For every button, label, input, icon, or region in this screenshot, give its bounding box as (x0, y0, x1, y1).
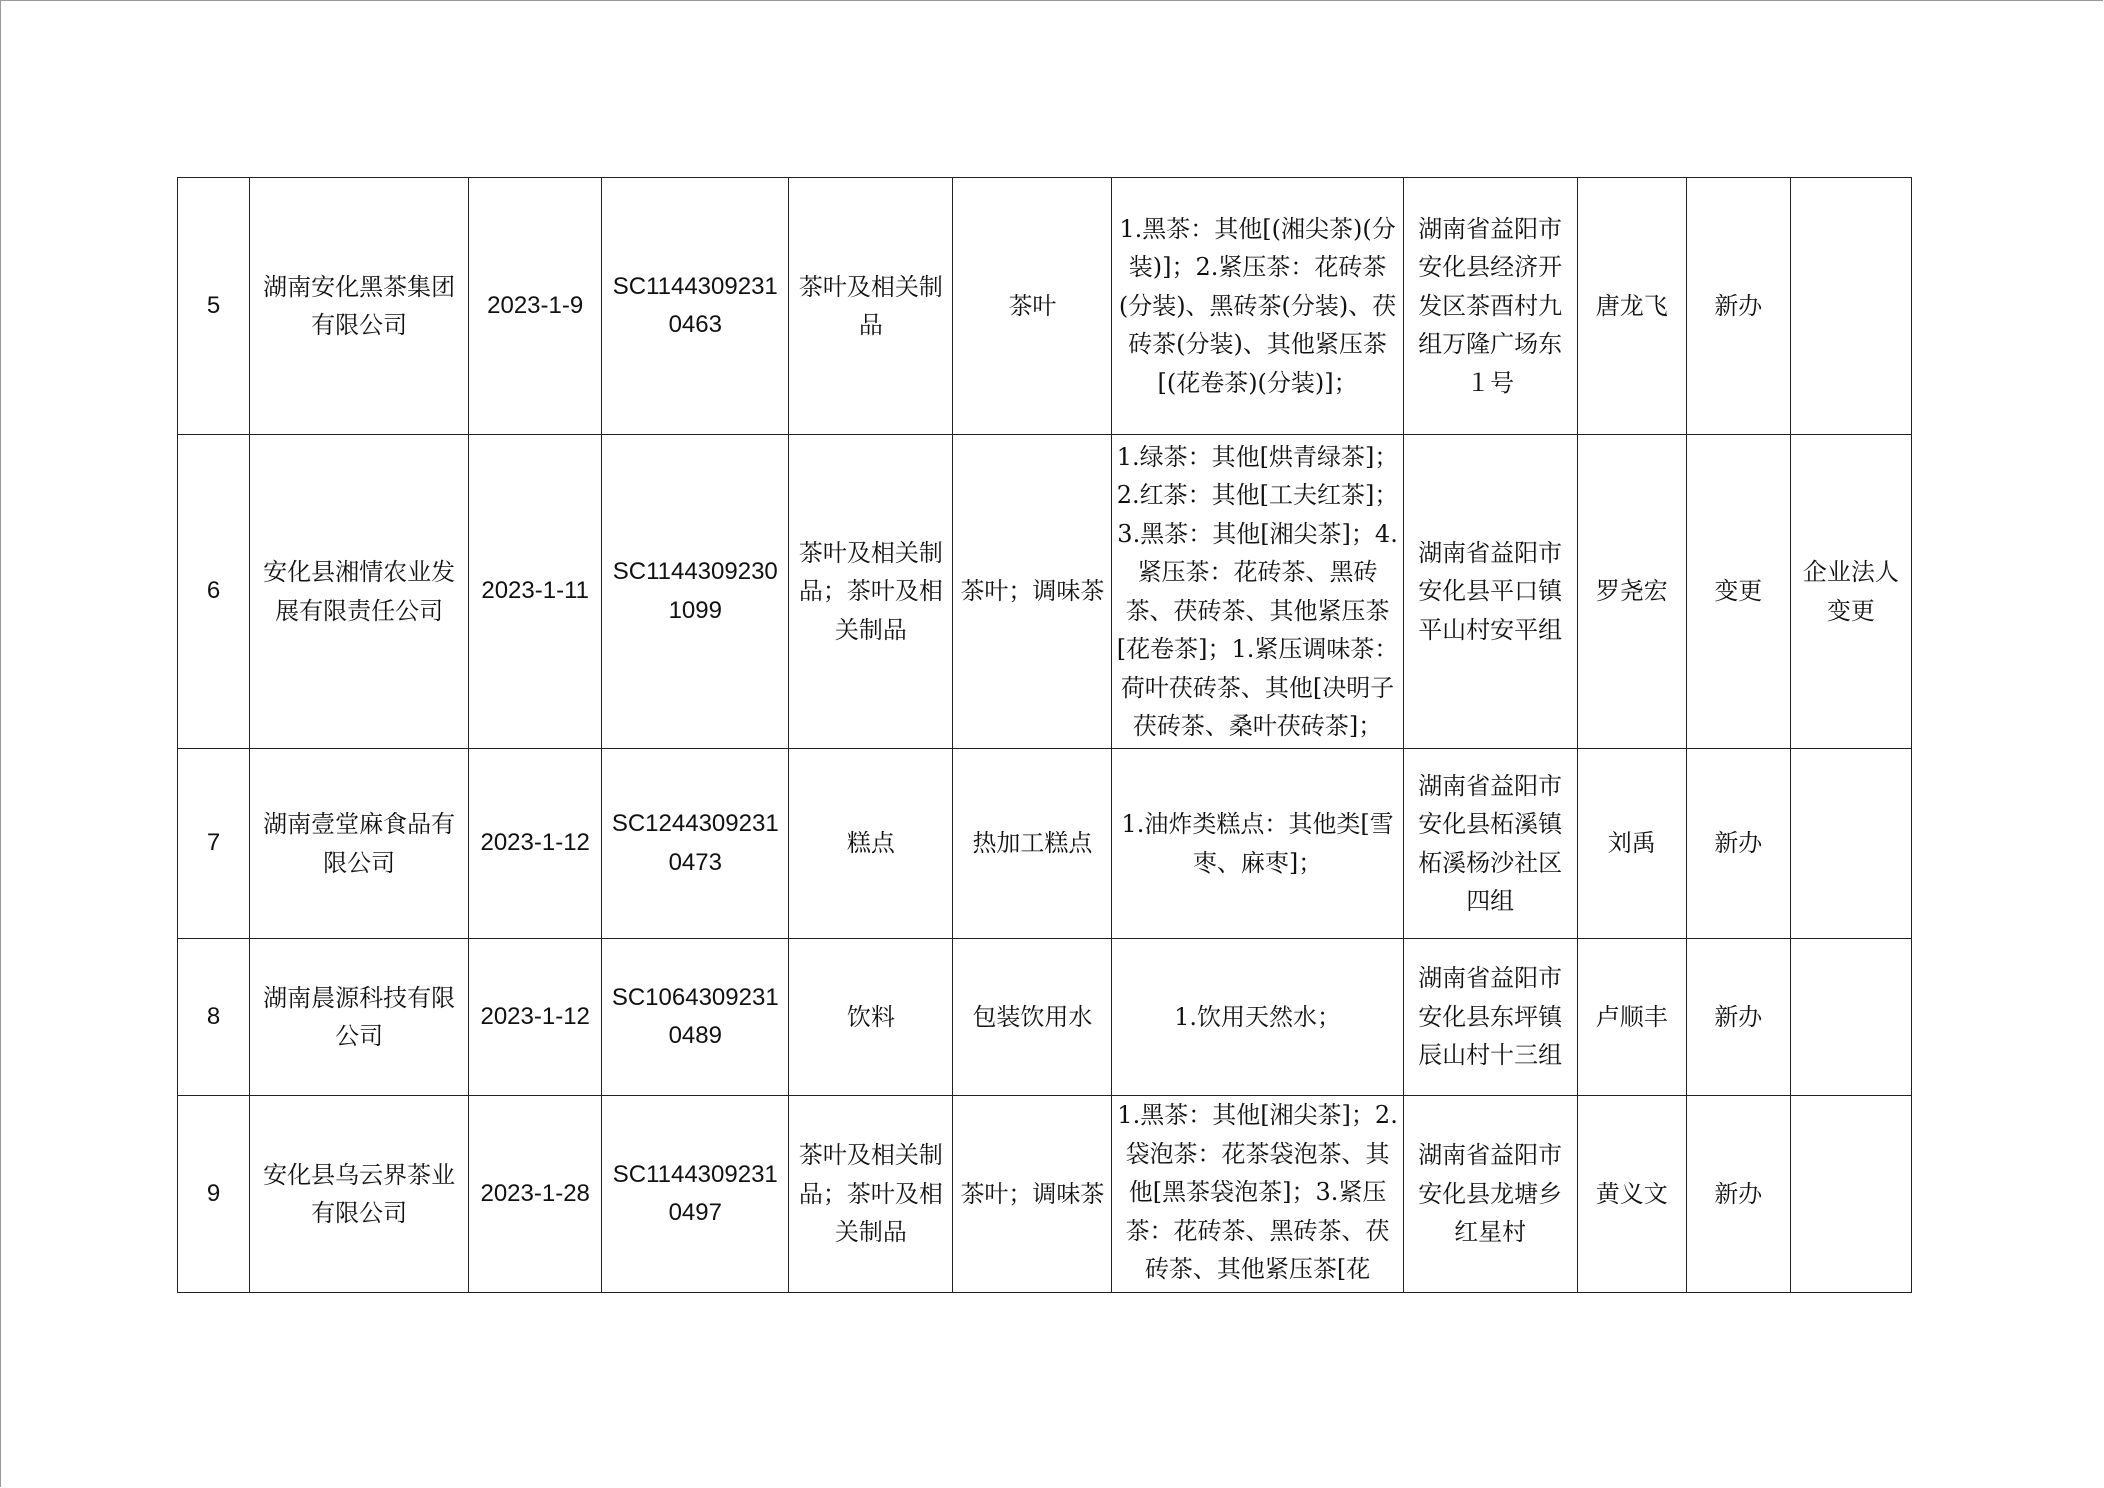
company-name: 湖南晨源科技有限公司 (250, 939, 469, 1096)
category-name: 茶叶 (953, 178, 1112, 435)
product-detail: 1.绿茶：其他[烘青绿茶]；2.红茶：其他[工夫红茶]；3.黑茶：其他[湘尖茶]；4.紧压茶：花砖茶、黑砖茶、茯砖茶、其他紧压茶[花卷茶]；1.紧压调味茶：荷叶茯砖茶、其他[决明子茯砖茶、桑叶茯砖茶]； (1112, 435, 1403, 749)
production-address: 湖南省益阳市安化县平口镇平山村安平组 (1403, 435, 1577, 749)
row-number: 8 (178, 939, 250, 1096)
license-table (177, 177, 1912, 1293)
row-number: 9 (178, 1096, 250, 1293)
issue-date: 2023-1-28 (469, 1096, 602, 1293)
license-number: SC11443092310497 (602, 1096, 789, 1293)
food-category: 茶叶及相关制品 (789, 178, 953, 435)
category-name: 茶叶；调味茶 (953, 435, 1112, 749)
legal-person: 刘禹 (1577, 749, 1686, 939)
license-action: 新办 (1686, 1096, 1790, 1293)
company-name: 安化县乌云界茶业有限公司 (250, 1096, 469, 1293)
production-address: 湖南省益阳市安化县东坪镇辰山村十三组 (1403, 939, 1577, 1096)
food-category: 糕点 (789, 749, 953, 939)
row-number: 6 (178, 435, 250, 749)
license-action: 新办 (1686, 939, 1790, 1096)
remark (1790, 939, 1911, 1096)
remark (1790, 178, 1911, 435)
production-address: 湖南省益阳市安化县龙塘乡红星村 (1403, 1096, 1577, 1293)
food-category: 茶叶及相关制品；茶叶及相关制品 (789, 435, 953, 749)
license-number: SC10643092310489 (602, 939, 789, 1096)
company-name: 湖南安化黑茶集团有限公司 (250, 178, 469, 435)
issue-date: 2023-1-12 (469, 749, 602, 939)
product-detail: 1.黑茶：其他[湘尖茶]；2.袋泡茶：花茶袋泡茶、其他[黑茶袋泡茶]；3.紧压茶：花砖茶、黑砖茶、茯砖茶、其他紧压茶[花 (1112, 1096, 1403, 1293)
table-row (178, 1096, 1912, 1293)
license-number: SC12443092310473 (602, 749, 789, 939)
company-name: 湖南壹堂麻食品有限公司 (250, 749, 469, 939)
issue-date: 2023-1-12 (469, 939, 602, 1096)
food-category: 饮料 (789, 939, 953, 1096)
legal-person: 唐龙飞 (1577, 178, 1686, 435)
legal-person: 黄义文 (1577, 1096, 1686, 1293)
row-number: 7 (178, 749, 250, 939)
license-number: SC11443092301099 (602, 435, 789, 749)
table-row (178, 939, 1912, 1096)
remark (1790, 1096, 1911, 1293)
license-action: 新办 (1686, 749, 1790, 939)
category-name: 包装饮用水 (953, 939, 1112, 1096)
table-row (178, 178, 1912, 435)
remark (1790, 749, 1911, 939)
legal-person: 罗尧宏 (1577, 435, 1686, 749)
remark: 企业法人变更 (1790, 435, 1911, 749)
category-name: 茶叶；调味茶 (953, 1096, 1112, 1293)
table-row (178, 435, 1912, 749)
license-number: SC11443092310463 (602, 178, 789, 435)
product-detail: 1.黑茶：其他[(湘尖茶)(分装)]；2.紧压茶：花砖茶(分装)、黑砖茶(分装)、茯砖茶(分装)、其他紧压茶[(花卷茶)(分装)]； (1112, 178, 1403, 435)
table-row (178, 749, 1912, 939)
product-detail: 1.油炸类糕点：其他类[雪枣、麻枣]； (1112, 749, 1403, 939)
row-number: 5 (178, 178, 250, 435)
product-detail: 1.饮用天然水； (1112, 939, 1403, 1096)
issue-date: 2023-1-9 (469, 178, 602, 435)
company-name: 安化县湘情农业发展有限责任公司 (250, 435, 469, 749)
legal-person: 卢顺丰 (1577, 939, 1686, 1096)
license-action: 变更 (1686, 435, 1790, 749)
production-address: 湖南省益阳市安化县柘溪镇柘溪杨沙社区四组 (1403, 749, 1577, 939)
category-name: 热加工糕点 (953, 749, 1112, 939)
production-address: 湖南省益阳市安化县经济开发区茶酉村九组万隆广场东１号 (1403, 178, 1577, 435)
issue-date: 2023-1-11 (469, 435, 602, 749)
license-action: 新办 (1686, 178, 1790, 435)
food-category: 茶叶及相关制品；茶叶及相关制品 (789, 1096, 953, 1293)
